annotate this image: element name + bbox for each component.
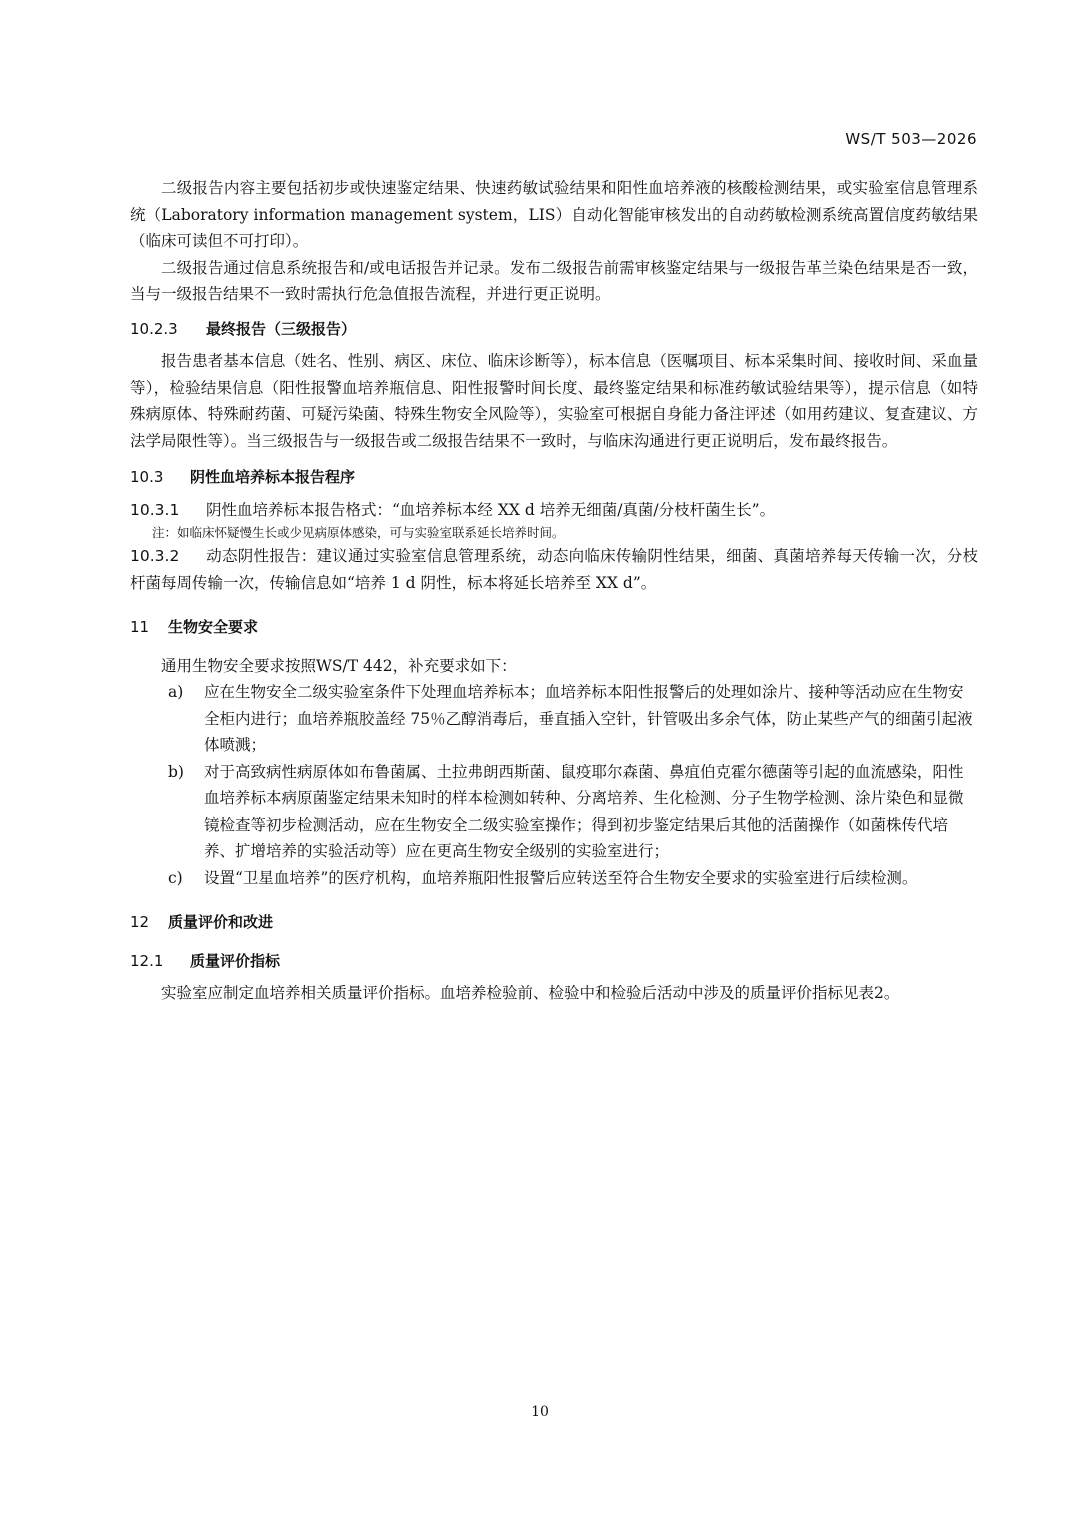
heading-number: 12 bbox=[130, 913, 150, 931]
list-text: 应在生物安全二级实验室条件下处理血培养标本；血培养标本阳性报警后的处理如涂片、接种等活动应在生物安全柜内进行；血培养瓶胶盖经 75％乙醇消毒后，垂直插入空针，针管吸出多余气体，防止某些产气的细菌引起液体喷溅； bbox=[204, 683, 973, 754]
heading-title: 质量评价和改进 bbox=[168, 913, 274, 931]
list-text: 设置“卫星血培养”的医疗机构，血培养瓶阳性报警后应转送至符合生物安全要求的实验室进行后续检测。 bbox=[204, 868, 918, 887]
list-text: 对于高致病性病原体如布鲁菌属、土拉弗朗西斯菌、鼠疫耶尔森菌、鼻疽伯克霍尔德菌等引起的血流感染，阳性血培养标本病原菌鉴定结果未知时的样本检测如转种、分离培养、生化检测、分子生物学检测、涂片染色和显微镜检查等初步检测活动，应在生物安全二级实验室操作；得到初步鉴定结果后其他的活菌操作（如菌株传代培养、扩增培养的实验活动等）应在更高生物安全级别的实验室进行； bbox=[204, 762, 964, 860]
list-item bbox=[130, 679, 978, 759]
heading-10-3 bbox=[130, 464, 978, 491]
clause-10-3-1 bbox=[130, 497, 978, 524]
heading-number: 11 bbox=[130, 618, 150, 636]
clause-number: 10.3.2 bbox=[130, 547, 180, 565]
paragraph-second-level-report-content: 二级报告内容主要包括初步或快速鉴定结果、快速药敏试验结果和阳性血培养液的核酸检测结果，或实验室信息管理系统（Laboratory information management system，LIS）自动化智能审核发出的自动药敏检测系统高置信度药敏结果（临床可读但不可打印）。 bbox=[130, 179, 978, 250]
page-number: 10 bbox=[531, 1404, 549, 1420]
heading-number: 10.3 bbox=[130, 468, 164, 486]
clause-number: 10.3.1 bbox=[130, 500, 180, 519]
heading-11 bbox=[130, 614, 978, 641]
clause-text: 阴性血培养标本报告格式：“血培养标本经 XX d 培养无细菌/真菌/分枝杆菌生长”。 bbox=[206, 500, 776, 519]
heading-title: 质量评价指标 bbox=[190, 951, 281, 970]
heading-number: 12.1 bbox=[130, 951, 164, 970]
paragraph-second-level-report-method: 二级报告通过信息系统报告和/或电话报告并记录。发布二级报告前需审核鉴定结果与一级报告革兰染色结果是否一致，当与一级报告结果不一致时需执行危急值报告流程，并进行更正说明。 bbox=[130, 258, 978, 303]
list-label: c) bbox=[168, 868, 183, 887]
note: 注：如临床怀疑慢生长或少见病原体感染，可与实验室联系延长培养时间。 bbox=[152, 525, 565, 540]
page-content bbox=[130, 175, 978, 1007]
heading-title: 阴性血培养标本报告程序 bbox=[190, 468, 356, 486]
clause-10-3-2 bbox=[130, 543, 978, 596]
heading-title: 生物安全要求 bbox=[168, 618, 259, 636]
clause-text: 动态阴性报告：建议通过实验室信息管理系统，动态向临床传输阴性结果，细菌、真菌培养每天传输一次，分枝杆菌每周传输一次，传输信息如“培养 1 d 阴性，标本将延长培养至 XX d”。 bbox=[130, 547, 978, 592]
standard-code: WS/T 503—2026 bbox=[845, 130, 977, 148]
paragraph-final-report: 报告患者基本信息（姓名、性别、病区、床位、临床诊断等），标本信息（医嘱项目、标本采集时间、接收时间、采血量等），检验结果信息（阳性报警血培养瓶信息、阳性报警时间长度、最终鉴定结果和标准药敏试验结果等），提示信息（如特殊病原体、特殊耐药菌、可疑污染菌、特殊生物安全风险等），实验室可根据自身能力备注评述（如用药建议、复查建议、方法学局限性等）。当三级报告与一级报告或二级报告结果不一致时，与临床沟通进行更正说明后，发布最终报告。 bbox=[130, 352, 978, 450]
heading-title: 最终报告（三级报告） bbox=[206, 319, 357, 338]
heading-12 bbox=[130, 909, 978, 936]
paragraph-biosafety-intro: 通用生物安全要求按照WS/T 442，补充要求如下： bbox=[161, 656, 517, 675]
list-label: a) bbox=[168, 683, 184, 701]
list-item bbox=[130, 865, 978, 892]
list-item bbox=[130, 759, 978, 865]
heading-10-2-3 bbox=[130, 316, 978, 343]
heading-number: 10.2.3 bbox=[130, 319, 178, 338]
paragraph-quality-indicators: 实验室应制定血培养相关质量评价指标。血培养检验前、检验中和检验后活动中涉及的质量评价指标见表2。 bbox=[161, 984, 900, 1002]
list-label: b) bbox=[168, 762, 184, 781]
heading-12-1 bbox=[130, 948, 978, 975]
